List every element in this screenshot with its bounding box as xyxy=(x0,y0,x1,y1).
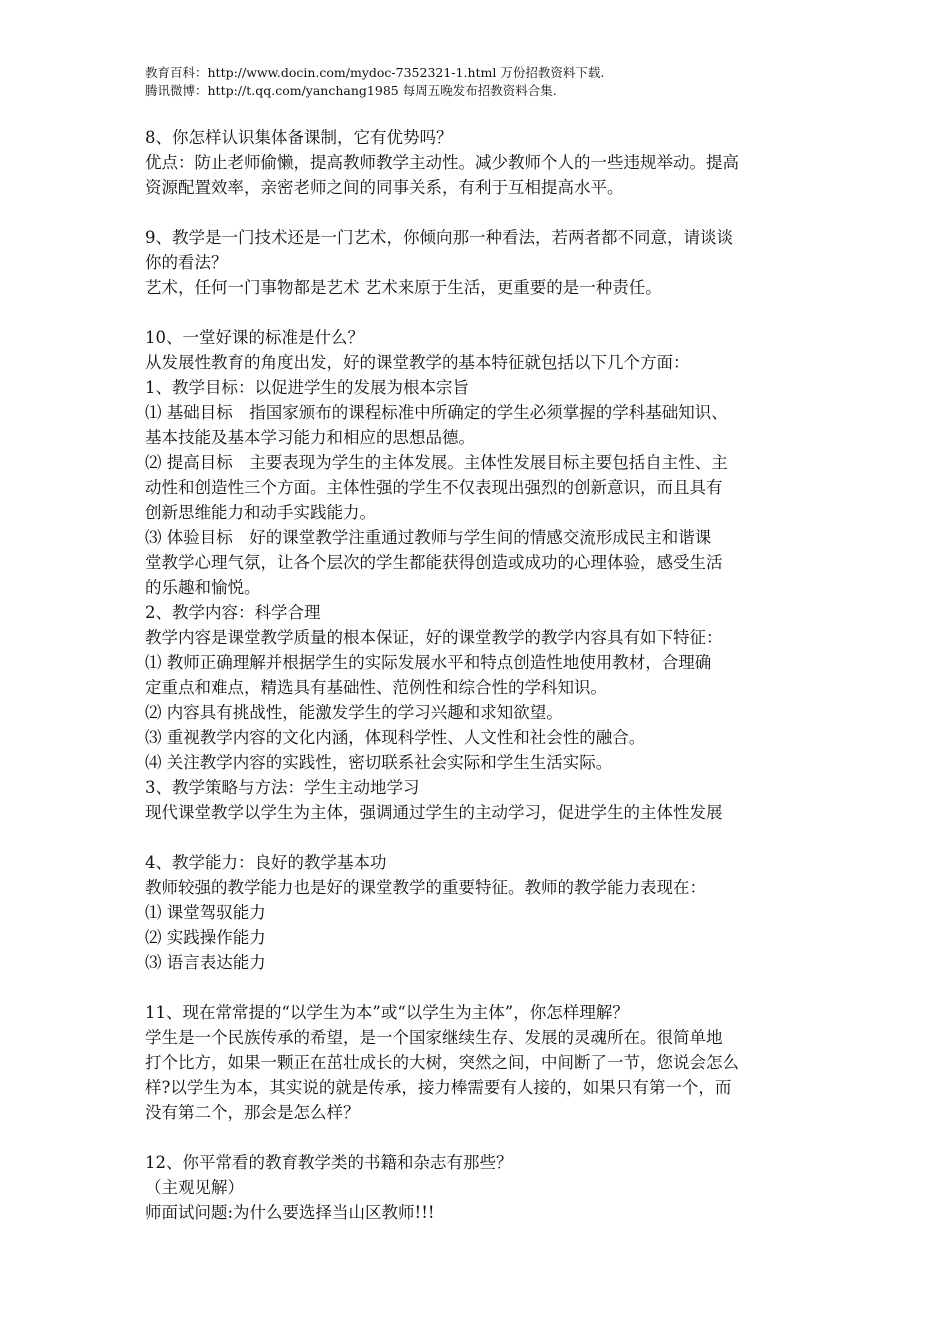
text-line: 创新思维能力和动手实践能力。 xyxy=(145,503,376,522)
text-line: 学生是一个民族传承的希望，是一个国家继续生存、发展的灵魂所在。很简单地 xyxy=(145,1028,723,1047)
text-line: 现代课堂教学以学生为主体，强调通过学生的主动学习，促进学生的主体性发展 xyxy=(145,803,723,822)
text-line: 打个比方，如果一颗正在茁壮成长的大树，突然之间，中间断了一节，您说会怎么 xyxy=(145,1053,739,1072)
text-line: 你的看法？ xyxy=(145,253,228,272)
text-line: 定重点和难点，精选具有基础性、范例性和综合性的学科知识。 xyxy=(145,678,607,697)
text-line: 基本技能及基本学习能力和相应的思想品德。 xyxy=(145,428,475,447)
text-line: 4、教学能力：良好的教学基本功 xyxy=(145,853,387,872)
text-line: 1、教学目标：以促进学生的发展为根本宗旨 xyxy=(145,378,469,397)
text-line: 从发展性教育的角度出发，好的课堂教学的基本特征就包括以下几个方面： xyxy=(145,353,690,372)
header-line-weibo: 腾讯微博：http://t.qq.com/yanchang1985 每周五晚发布招教资料合集. xyxy=(145,83,557,98)
text-line: ⑵ 内容具有挑战性，能激发学生的学习兴趣和求知欲望。 xyxy=(145,703,563,722)
text-line: 样?以学生为本，其实说的就是传承，接力棒需要有人接的，如果只有第一个，而 xyxy=(145,1078,732,1097)
text-line: （主观见解） xyxy=(145,1178,244,1197)
text-line: 教学内容是课堂教学质量的根本保证，好的课堂教学的教学内容具有如下特征： xyxy=(145,628,723,647)
header-line-docin: 教育百科：http://www.docin.com/mydoc-7352321-1.html 万份招教资料下载. xyxy=(145,65,605,80)
text-line: 师面试问题:为什么要选择当山区教师!!! xyxy=(145,1203,435,1222)
text-line: 艺术，任何一门事物都是艺术 艺术来原于生活，更重要的是一种责任。 xyxy=(145,278,662,297)
text-line: ⑴ 教师正确理解并根据学生的实际发展水平和特点创造性地使用教材，合理确 xyxy=(145,653,712,672)
text-line: ⑶ 语言表达能力 xyxy=(145,953,266,972)
text-line: ⑵ 提高目标 主要表现为学生的主体发展。主体性发展目标主要包括自主性、主 xyxy=(145,453,728,472)
text-line: ⑶ 体验目标 好的课堂教学注重通过教师与学生间的情感交流形成民主和谐课 xyxy=(145,528,712,547)
text-line: 11、现在常常提的“以学生为本”或“以学生为主体”，你怎样理解？ xyxy=(145,1003,629,1022)
blank-line xyxy=(145,825,813,850)
document-body xyxy=(145,125,813,1225)
text-line: 9、教学是一门技术还是一门艺术，你倾向那一种看法，若两者都不同意，请谈谈 xyxy=(145,228,733,247)
blank-line xyxy=(145,300,813,325)
text-line: ⑷ 关注教学内容的实践性，密切联系社会实际和学生生活实际。 xyxy=(145,753,613,772)
text-line: 教师较强的教学能力也是好的课堂教学的重要特征。教师的教学能力表现在： xyxy=(145,878,706,897)
text-line: 8、你怎样认识集体备课制，它有优势吗？ xyxy=(145,128,453,147)
text-line: 2、教学内容：科学合理 xyxy=(145,603,321,622)
text-line: 12、你平常看的教育教学类的书籍和杂志有那些？ xyxy=(145,1153,513,1172)
text-line: 优点：防止老师偷懒，提高教师教学主动性。减少教师个人的一些违规举动。提高 xyxy=(145,153,739,172)
text-line: 的乐趣和愉悦。 xyxy=(145,578,261,597)
text-line: ⑴ 课堂驾驭能力 xyxy=(145,903,266,922)
text-line: 堂教学心理气氛，让各个层次的学生都能获得创造或成功的心理体验，感受生活 xyxy=(145,553,723,572)
text-line: 10、一堂好课的标准是什么？ xyxy=(145,328,364,347)
text-line: 动性和创造性三个方面。主体性强的学生不仅表现出强烈的创新意识，而且具有 xyxy=(145,478,723,497)
blank-line xyxy=(145,975,813,1000)
text-line: ⑶ 重视教学内容的文化内涵，体现科学性、人文性和社会性的融合。 xyxy=(145,728,646,747)
text-line: ⑴ 基础目标 指国家颁布的课程标准中所确定的学生必须掌握的学科基础知识、 xyxy=(145,403,728,422)
text-line: 3、教学策略与方法：学生主动地学习 xyxy=(145,778,420,797)
page-header xyxy=(145,64,845,100)
blank-line xyxy=(145,1125,813,1150)
text-line: 没有第二个，那会是怎么样？ xyxy=(145,1103,360,1122)
text-line: ⑵ 实践操作能力 xyxy=(145,928,266,947)
blank-line xyxy=(145,200,813,225)
text-line: 资源配置效率，亲密老师之间的同事关系，有利于互相提高水平。 xyxy=(145,178,624,197)
